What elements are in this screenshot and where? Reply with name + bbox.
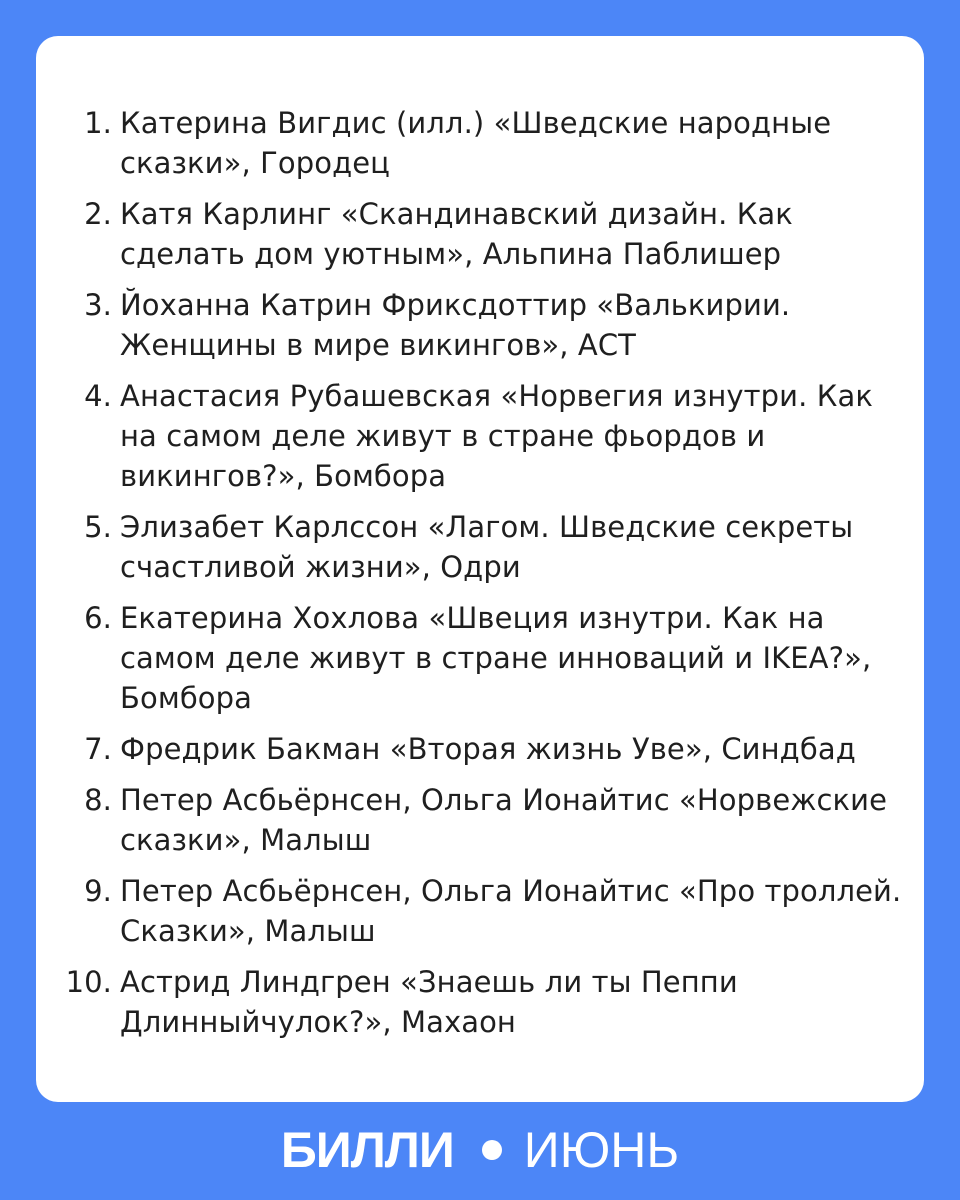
- item-number: 5.: [84, 510, 112, 544]
- month-label: ИЮНЬ: [523, 1122, 680, 1178]
- list-item: [36, 962, 924, 1042]
- book-list-card: [36, 36, 924, 1102]
- list-item: [36, 598, 924, 718]
- item-text: Астрид Линдгрен «Знаешь ли ты Пеппи Длинныйчулок?», Махаон: [120, 965, 738, 1039]
- item-number: 8.: [84, 783, 112, 817]
- item-number: 2.: [84, 197, 112, 231]
- item-text: Катя Карлинг «Скандинавский дизайн. Как сделать дом уютным», Альпина Паблишер: [120, 197, 793, 271]
- list-item: [36, 507, 924, 587]
- separator-dot-icon: [482, 1140, 502, 1160]
- book-list: [36, 103, 924, 1053]
- item-text: Элизабет Карлссон «Лагом. Шведские секреты счастливой жизни», Одри: [120, 510, 854, 584]
- footer-brand-bar: [0, 1120, 960, 1180]
- item-text: Фредрик Бакман «Вторая жизнь Уве», Синдбад: [120, 732, 856, 766]
- item-number: 3.: [84, 288, 112, 322]
- list-item: [36, 780, 924, 860]
- item-number: 10.: [65, 965, 112, 999]
- item-text: Петер Асбьёрнсен, Ольга Ионайтис «Норвежские сказки», Малыш: [120, 783, 888, 857]
- item-number: 6.: [84, 601, 112, 635]
- item-number: 9.: [84, 874, 112, 908]
- list-item: [36, 103, 924, 183]
- item-text: Катерина Вигдис (илл.) «Шведские народные сказки», Городец: [120, 106, 832, 180]
- item-text: Петер Асбьёрнсен, Ольга Ионайтис «Про троллей. Сказки», Малыш: [120, 874, 902, 948]
- list-item: [36, 376, 924, 496]
- item-number: 1.: [84, 106, 112, 140]
- list-item: [36, 729, 924, 769]
- list-item: [36, 194, 924, 274]
- brand-logo: БИЛЛИ: [280, 1122, 454, 1178]
- item-text: Йоханна Катрин Фриксдоттир «Валькирии. Женщины в мире викингов», АСТ: [120, 288, 791, 362]
- list-item: [36, 285, 924, 365]
- item-text: Екатерина Хохлова «Швеция изнутри. Как на самом деле живут в стране инноваций и IKEA?», Бомбора: [120, 601, 872, 715]
- item-number: 7.: [84, 732, 112, 766]
- list-item: [36, 871, 924, 951]
- item-text: Анастасия Рубашевская «Норвегия изнутри. Как на самом деле живут в стране фьордов и викингов?», Бомбора: [120, 379, 873, 493]
- item-number: 4.: [84, 379, 112, 413]
